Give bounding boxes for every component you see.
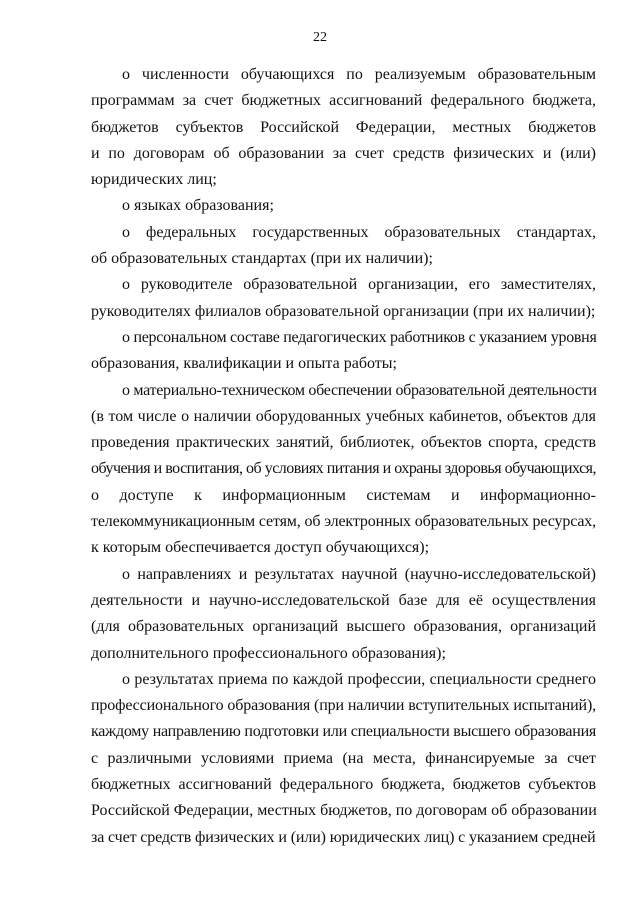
text-line: о материально-техническом обеспечении образовательной деятельности (122, 381, 597, 399)
text-line: проведения практических занятий, библиотек, объектов спорта, средств (91, 434, 596, 452)
text-line: профессионального образования (при наличии вступительных испытаний), (91, 697, 596, 715)
text-line: телекоммуникационным сетям, об электронных образовательных ресурсах, (91, 513, 596, 531)
text-line: бюджетных ассигнований федерального бюджета, бюджетов субъектов (91, 776, 596, 794)
text-line: (в том числе о наличии оборудованных учебных кабинетов, объектов для (91, 407, 596, 425)
text-line: о доступе к информационным системам и информационно- (91, 486, 596, 504)
text-line: обучения и воспитания, об условиях питания и охраны здоровья обучающихся, (91, 460, 596, 478)
text-line: каждому направлению подготовки или специальности высшего образования (91, 723, 596, 741)
paragraph (91, 272, 596, 325)
text-line: образования, квалификации и опыта работы; (91, 355, 397, 373)
text-line: и по договорам об образовании за счет средств физических и (или) (91, 144, 596, 162)
paragraph (91, 562, 596, 667)
text-line: об образовательных стандартах (при их наличии); (91, 250, 433, 268)
paragraph (91, 193, 596, 219)
text-line: к которым обеспечивается доступ обучающихся); (91, 539, 430, 557)
text-line: (для образовательных организаций высшего образования, организаций (91, 618, 596, 636)
paragraph (91, 325, 596, 378)
text-line: за счет средств физических и (или) юридических лиц) с указанием средней (91, 828, 596, 846)
text-line: о руководителе образовательной организации, его заместителях, (122, 276, 596, 294)
paragraph (91, 220, 596, 273)
text-line: о результатах приема по каждой профессии, специальности среднего (122, 670, 596, 688)
paragraph (91, 667, 596, 851)
text-line: с различными условиями приема (на места, финансируемые за счет (91, 749, 596, 767)
paragraph (91, 62, 596, 193)
text-line: о численности обучающихся по реализуемым образовательным (122, 66, 596, 83)
text-line: бюджетов субъектов Российской Федерации, местных бюджетов (91, 118, 596, 136)
text-line: Российской Федерации, местных бюджетов, по договорам об образовании (91, 802, 597, 820)
text-line: деятельности и научно-исследовательской базе для её осуществления (91, 591, 596, 609)
text-line: программам за счет бюджетных ассигнований федерального бюджета, (91, 92, 596, 110)
paragraph (91, 378, 596, 562)
document-body (91, 62, 596, 851)
text-line: руководителях филиалов образовательной организации (при их наличии); (91, 302, 596, 320)
text-line: дополнительного профессионального образования); (91, 644, 446, 662)
text-line: юридических лиц; (91, 171, 217, 189)
text-line: о федеральных государственных образовательных стандартах, (122, 223, 596, 241)
text-line: о языках образования; (122, 197, 274, 215)
text-line: о направлениях и результатах научной (научно-исследовательской) (122, 565, 596, 583)
text-line: о персональном составе педагогических работников с указанием уровня (122, 328, 597, 346)
page-number: 22 (313, 30, 327, 45)
